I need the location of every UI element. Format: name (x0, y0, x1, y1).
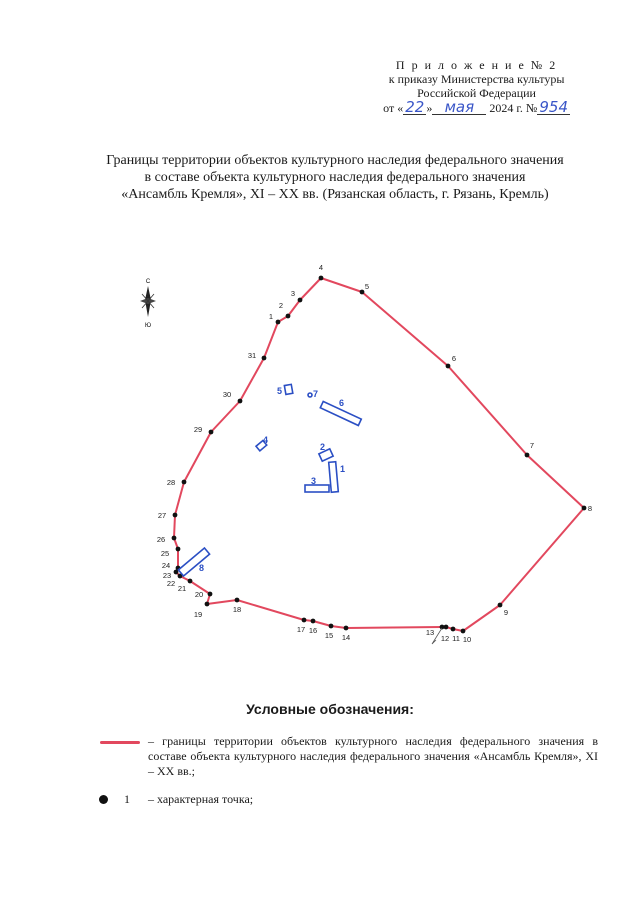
legend-boundary-text: – границы территории объектов культурного наследия федерального значения в составе объекта культурного наследия федерального значения «Ансамбль Кремля», XI – XX вв.; (148, 734, 598, 778)
compass-icon (140, 279, 156, 329)
boundary-point-6 (446, 364, 451, 369)
boundary-point-label: 5 (364, 282, 370, 291)
boundary-point-label: 17 (296, 625, 306, 634)
legend-point-number: 1 (124, 792, 130, 806)
boundary-point-8 (582, 506, 587, 511)
object-5-label: 5 (277, 386, 283, 396)
boundary-point-label: 26 (156, 535, 166, 544)
boundary-point-4 (319, 276, 324, 281)
boundary-point-label: 25 (160, 549, 170, 558)
boundary-line (174, 278, 584, 631)
object-1-label: 1 (340, 464, 346, 474)
legend-point-symbol (99, 795, 108, 804)
boundary-point-label: 12 (440, 634, 450, 643)
boundary-point-10 (461, 629, 466, 634)
boundary-point-label: 23 (162, 571, 172, 580)
legend-title: Условные обозначения: (246, 701, 414, 717)
boundary-point-label: 21 (177, 584, 187, 593)
object-7-shape (308, 393, 312, 397)
boundary-point-label: 8 (587, 504, 593, 513)
boundary-point-15 (329, 624, 334, 629)
object-2-label: 2 (320, 442, 326, 452)
boundary-point-9 (498, 603, 503, 608)
boundary-point-11 (451, 627, 456, 632)
boundary-point-label: 28 (166, 478, 176, 487)
handwritten-day: 22 (405, 98, 425, 116)
boundary-point-label: 29 (193, 425, 203, 434)
object-3-shape (305, 485, 329, 492)
boundary-point-31 (262, 356, 267, 361)
boundary-point-label: 14 (341, 633, 351, 642)
heritage-objects (178, 384, 361, 576)
boundary-point-20 (208, 592, 213, 597)
boundary-point-label: 24 (161, 561, 171, 570)
title-line-3: «Ансамбль Кремля», XI – XX вв. (Рязанская область, г. Рязань, Кремль) (121, 187, 549, 202)
appendix-number: П р и л о ж е н и е № 2 (395, 58, 558, 72)
boundary-point-5 (360, 290, 365, 295)
boundary-point-19 (205, 602, 210, 607)
boundary-point-label: 11 (452, 634, 460, 643)
boundary-point-label: 9 (503, 608, 509, 617)
appendix-federation: Российской Федерации (417, 86, 536, 100)
boundary-point-label: 2 (278, 301, 284, 310)
points-layer (157, 263, 592, 644)
handwritten-number: 954 (539, 98, 568, 116)
appendix-date: от « 22 » мая 2024 г. № 954 (383, 98, 568, 116)
boundary-point-label: 20 (194, 590, 204, 599)
boundary-point-2 (286, 314, 291, 319)
appendix-order: к приказу Министерства культуры (388, 72, 565, 86)
boundary-point-label: 6 (451, 354, 457, 363)
compass-south-label: Ю (144, 323, 152, 329)
boundary-point-14 (344, 626, 349, 631)
title-line-2: в составе объекта культурного наследия федерального значения (144, 170, 526, 185)
boundary-point-3 (298, 298, 303, 303)
object-8-shape (178, 548, 209, 576)
boundary-point-label: 22 (166, 579, 176, 588)
boundary-point-28 (182, 480, 187, 485)
boundary-point-1 (276, 320, 281, 325)
object-8-label: 8 (199, 563, 205, 573)
boundary-point-label: 30 (222, 390, 232, 399)
boundary-point-30 (238, 399, 243, 404)
boundary-point-label: 31 (247, 351, 257, 360)
boundary-point-18 (235, 598, 240, 603)
legend-boundary-swatch (100, 741, 140, 744)
boundary-point-label: 15 (324, 631, 334, 640)
boundary-point-label: 18 (232, 605, 242, 614)
boundary-point-17 (302, 618, 307, 623)
legend-point-text: – характерная точка; (148, 792, 254, 806)
title-line-1: Границы территории объектов культурного наследия федерального значения (106, 153, 564, 168)
boundary-point-27 (173, 513, 178, 518)
boundary-point-21 (188, 579, 193, 584)
object-7-label: 7 (313, 389, 319, 399)
boundary-point-label: 10 (462, 635, 472, 644)
compass-north-label: С (145, 279, 151, 285)
boundary-point-label: 13 (425, 628, 435, 637)
object-4-label: 4 (263, 435, 269, 445)
boundary-point-label: 27 (157, 511, 167, 520)
boundary-point-label: 19 (193, 610, 203, 619)
boundary-point-26 (172, 536, 177, 541)
boundary-point-25 (176, 547, 181, 552)
boundary-point-label: 1 (268, 312, 274, 321)
object-6-label: 6 (339, 398, 345, 408)
object-5-shape (284, 384, 292, 394)
boundary-point-label: 3 (290, 289, 296, 298)
handwritten-month: мая (432, 100, 486, 115)
object-1-shape (329, 462, 339, 492)
boundary-point-29 (209, 430, 214, 435)
boundary-point-7 (525, 453, 530, 458)
boundary-point-label: 16 (308, 626, 318, 635)
boundary-point-16 (311, 619, 316, 624)
boundary-point-label: 4 (318, 263, 324, 272)
boundary-point-label: 7 (529, 441, 535, 450)
object-3-label: 3 (311, 476, 317, 486)
